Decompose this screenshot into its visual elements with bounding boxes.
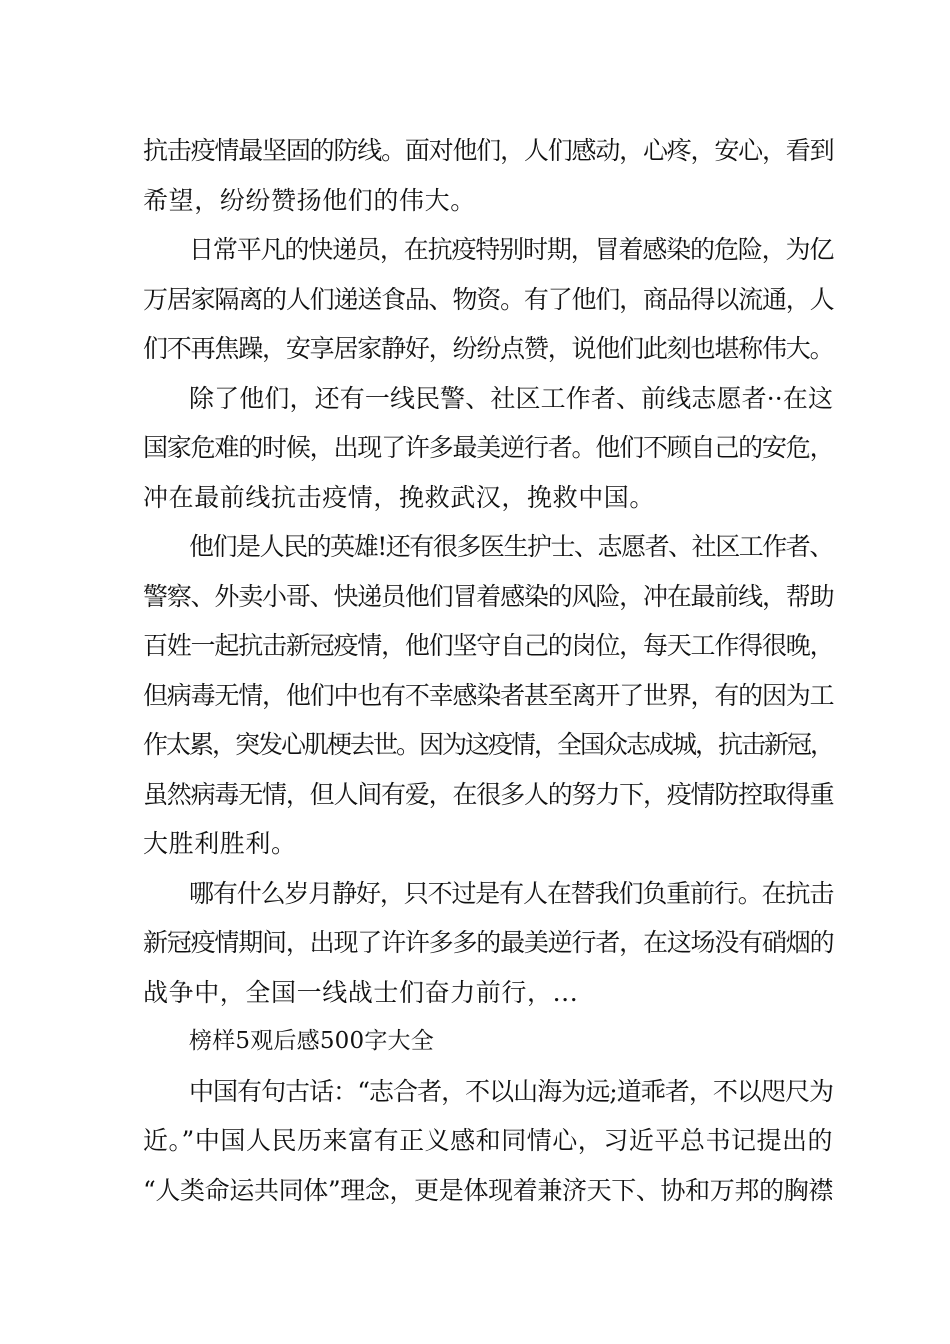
paragraph-line: 万居家隔离的人们递送食品、物资。有了他们，商品得以流通，人	[143, 284, 834, 314]
paragraph-5	[143, 869, 833, 1018]
paragraph-line: 们不再焦躁，安享居家静好，纷纷点赞，说他们此刻也堪称伟大。	[143, 334, 834, 363]
paragraph-line: “人类命运共同体”理念，更是体现着兼济天下、协和万邦的胸襟	[143, 1175, 833, 1205]
paragraph-line: 百姓一起抗击新冠疫情，他们坚守自己的岗位，每天工作得很晚，	[143, 631, 834, 660]
paragraph-line: 日常平凡的快递员，在抗疫特别时期，冒着感染的危险，为亿	[189, 235, 834, 264]
paragraph-line: 大胜利胜利。	[143, 829, 297, 858]
paragraph-line: 冲在最前线抗击疫情，挽救武汉，挽救中国。	[143, 482, 656, 512]
section-heading	[143, 1017, 833, 1067]
paragraph-line: 哪有什么岁月静好，只不过是有人在替我们负重前行。在抗击	[189, 878, 834, 908]
paragraph-line: 希望，纷纷赞扬他们的伟大。	[143, 185, 476, 215]
paragraph-line: 作太累，突发心肌梗去世。因为这疫情，全国众志成城，抗击新冠，	[143, 730, 834, 759]
paragraph-line: 新冠疫情期间，出现了许许多多的最美逆行者，在这场没有硝烟的	[143, 928, 834, 957]
document-body	[143, 126, 833, 1215]
paragraph-2	[143, 225, 833, 374]
paragraph-line: 除了他们，还有一线民警、社区工作者、前线志愿者··在这	[189, 383, 834, 413]
paragraph-line: 虽然病毒无情，但人间有爱，在很多人的努力下，疫情防控取得重	[143, 779, 834, 809]
paragraph-1	[143, 126, 833, 225]
paragraph-line: 抗击疫情最坚固的防线。面对他们，人们感动，心疼，安心，看到	[143, 136, 834, 165]
paragraph-4	[143, 522, 833, 869]
paragraph-line: 他们是人民的英雄!还有很多医生护士、志愿者、社区工作者、	[189, 532, 833, 561]
paragraph-line: 警察、外卖小哥、快递员他们冒着感染的风险，冲在最前线，帮助	[143, 581, 834, 611]
paragraph-line: 但病毒无情，他们中也有不幸感染者甚至离开了世界，有的因为工	[143, 680, 834, 710]
paragraph-3	[143, 374, 833, 523]
paragraph-6	[143, 1067, 833, 1216]
paragraph-line: 国家危难的时候，出现了许多最美逆行者。他们不顾自己的安危，	[143, 433, 834, 462]
paragraph-line: 战争中，全国一线战士们奋力前行，...	[143, 977, 579, 1007]
heading-line: 榜样5观后感500字大全	[189, 1028, 434, 1054]
paragraph-line: 近。”中国人民历来富有正义感和同情心，习近平总书记提出的	[143, 1126, 834, 1155]
paragraph-line: 中国有句古话：“志合者，不以山海为远;道乖者，不以咫尺为	[189, 1076, 834, 1106]
